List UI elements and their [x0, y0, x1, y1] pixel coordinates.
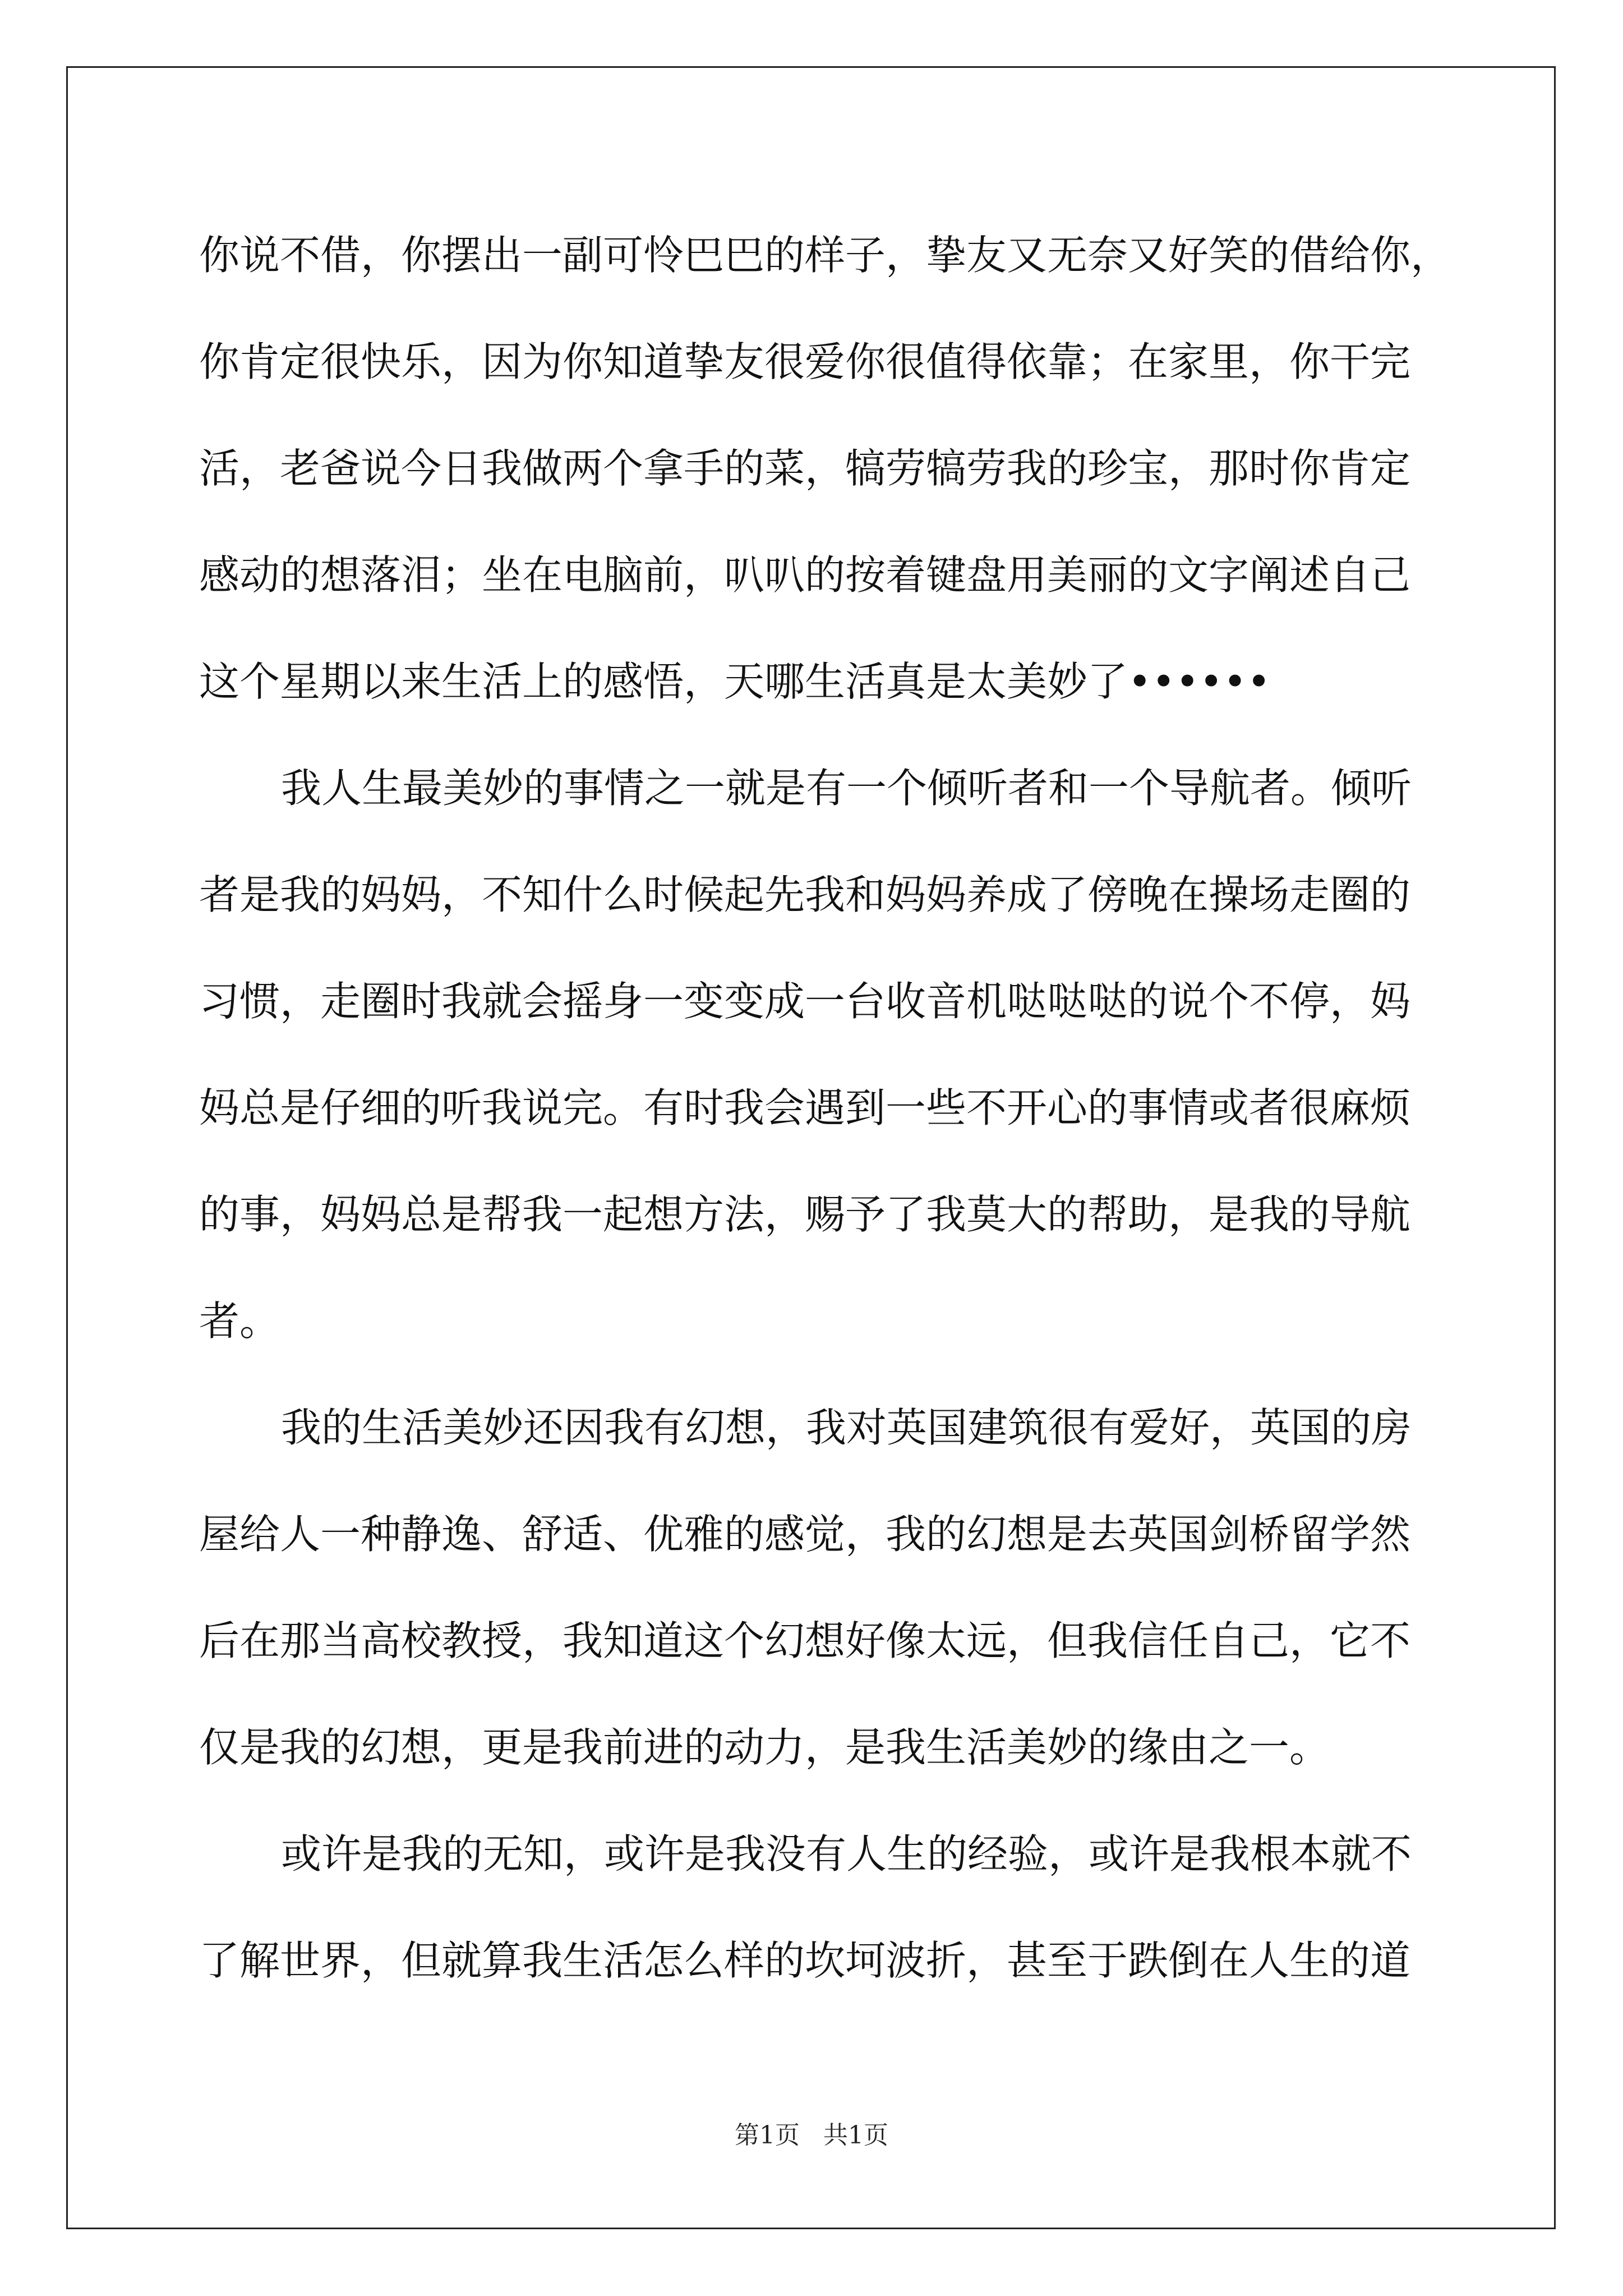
text-line: 这个星期以来生活上的感悟，天哪生活真是太美妙了••••••	[199, 658, 1271, 705]
text-line: 你肯定很快乐，因为你知道挚友很爱你很值得依靠；在家里，你干完	[199, 338, 1411, 385]
text-line: 习惯，走圈时我就会摇身一变变成一台收音机哒哒哒的说个不停，妈	[199, 978, 1411, 1025]
text-line: 屋给人一种静逸、舒适、优雅的感觉，我的幻想是去英国剑桥留学然	[199, 1511, 1411, 1558]
paragraph-start-line: 我人生最美妙的事情之一就是有一个倾听者和一个导航者。倾听	[281, 765, 1412, 812]
text-line: 感动的想落泪；坐在电脑前，叭叭的按着键盘用美丽的文字阐述自己	[199, 551, 1411, 599]
paragraph-start-line: 或许是我的无知，或许是我没有人生的经验，或许是我根本就不	[281, 1830, 1412, 1878]
text-line: 者。	[199, 1297, 280, 1345]
document-body	[199, 202, 1455, 2014]
page-number-footer: 第1页 共1页	[735, 2121, 888, 2150]
text-line: 的事，妈妈总是帮我一起想方法，赐予了我莫大的帮助，是我的导航	[199, 1191, 1411, 1238]
text-line: 活，老爸说今日我做两个拿手的菜，犒劳犒劳我的珍宝，那时你肯定	[199, 445, 1411, 492]
text-line: 仅是我的幻想，更是我前进的动力，是我生活美妙的缘由之一。	[199, 1724, 1330, 1771]
paragraph-start-line: 我的生活美妙还因我有幻想，我对英国建筑很有爱好，英国的房	[281, 1404, 1412, 1451]
text-line: 妈总是仔细的听我说完。有时我会遇到一些不开心的事情或者很麻烦	[199, 1084, 1411, 1131]
text-line: 你说不借，你摆出一副可怜巴巴的样子，挚友又无奈又好笑的借给你，	[199, 232, 1451, 279]
text-line: 了解世界，但就算我生活怎么样的坎坷波折，甚至于跌倒在人生的道	[199, 1937, 1411, 1984]
text-line: 后在那当高校教授，我知道这个幻想好像太远，但我信任自己，它不	[199, 1617, 1411, 1664]
text-line: 者是我的妈妈，不知什么时候起先我和妈妈养成了傍晚在操场走圈的	[199, 871, 1411, 918]
